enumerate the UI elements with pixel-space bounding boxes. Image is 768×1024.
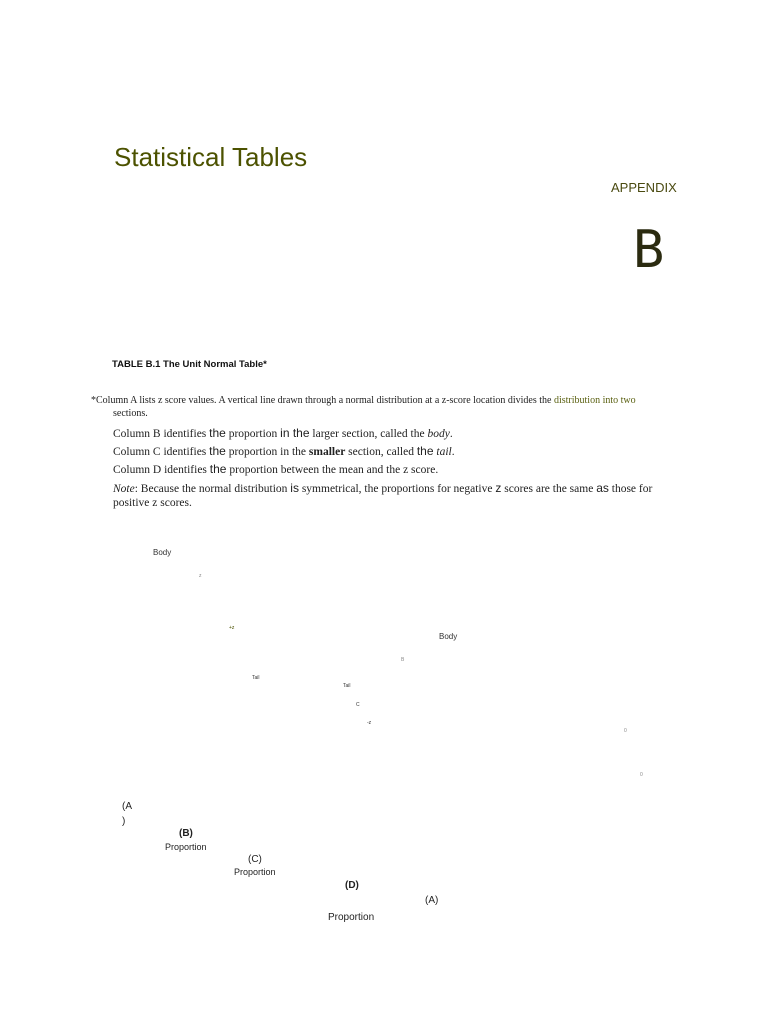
fig-label-minus-z: -z: [367, 720, 372, 726]
fig-label-body-2: Body: [439, 632, 458, 641]
text: the: [416, 444, 434, 458]
fig-label-z: z: [199, 573, 202, 579]
text: z: [495, 481, 502, 495]
note-paragraph: [113, 481, 683, 510]
fig-label-tail: Tail: [252, 675, 260, 681]
text: those for positive z scores.: [113, 483, 653, 509]
column-d-description: [113, 462, 438, 476]
column-a-label: (A: [122, 801, 132, 812]
text: the: [209, 462, 227, 476]
text: .: [451, 446, 455, 458]
column-b-description: [113, 426, 453, 440]
fig-label-body: Body: [153, 548, 172, 557]
page-title: Statistical Tables: [114, 142, 308, 172]
text: the: [209, 426, 226, 440]
text: symmetrical, the proportions for negative: [298, 483, 496, 495]
fig-label-tail-2: Tail: [343, 683, 351, 689]
column-c-proportion: Proportion: [234, 867, 276, 877]
fig-label-plus-z: +z: [229, 625, 235, 631]
fig-label-zero-2: 0: [640, 772, 643, 778]
footnote-text: *Column A lists z score values. A vertical line drawn through a normal distribution at a z-score location divides the: [91, 395, 552, 406]
table-title: TABLE B.1 The Unit Normal Table*: [112, 359, 267, 370]
text: Note: [113, 483, 135, 495]
footnote-sections: sections.: [113, 408, 148, 419]
column-b-proportion: Proportion: [165, 842, 207, 852]
text: scores are the same: [501, 483, 597, 495]
text: Column D identifies: [113, 464, 210, 476]
text: is: [290, 481, 299, 495]
text: proportion in the: [225, 446, 309, 458]
column-c-description: [113, 444, 455, 458]
text: in the: [280, 426, 310, 440]
column-a-label-2: (A): [425, 895, 439, 906]
text: tail: [436, 446, 452, 458]
text: proportion: [225, 428, 281, 440]
column-d-label: (D): [345, 880, 359, 891]
text: proportion between the mean and the z score.: [226, 464, 439, 476]
appendix-label: APPENDIX: [611, 180, 677, 195]
text: larger section, called the: [309, 428, 428, 440]
text: : Because the normal distribution: [134, 483, 291, 495]
text: as: [596, 481, 609, 495]
appendix-letter: B: [633, 220, 665, 280]
text: Column C identifies: [113, 446, 210, 458]
fig-label-c: C: [356, 702, 360, 708]
footnote-text-olive: distribution into two: [553, 395, 636, 406]
text: section, called: [345, 446, 417, 458]
footnote-paragraph: [91, 394, 681, 420]
column-b-label: (B): [179, 828, 193, 839]
column-d-proportion: Proportion: [328, 912, 375, 923]
column-c-label: (C): [248, 854, 262, 865]
column-a-label-close: ): [122, 816, 126, 827]
text: .: [449, 428, 453, 440]
text: the: [209, 444, 226, 458]
fig-label-b: B: [401, 657, 405, 663]
text: body: [427, 428, 450, 440]
text: smaller: [308, 446, 346, 458]
fig-label-zero: 0: [624, 728, 627, 734]
text: Column B identifies: [113, 428, 210, 440]
